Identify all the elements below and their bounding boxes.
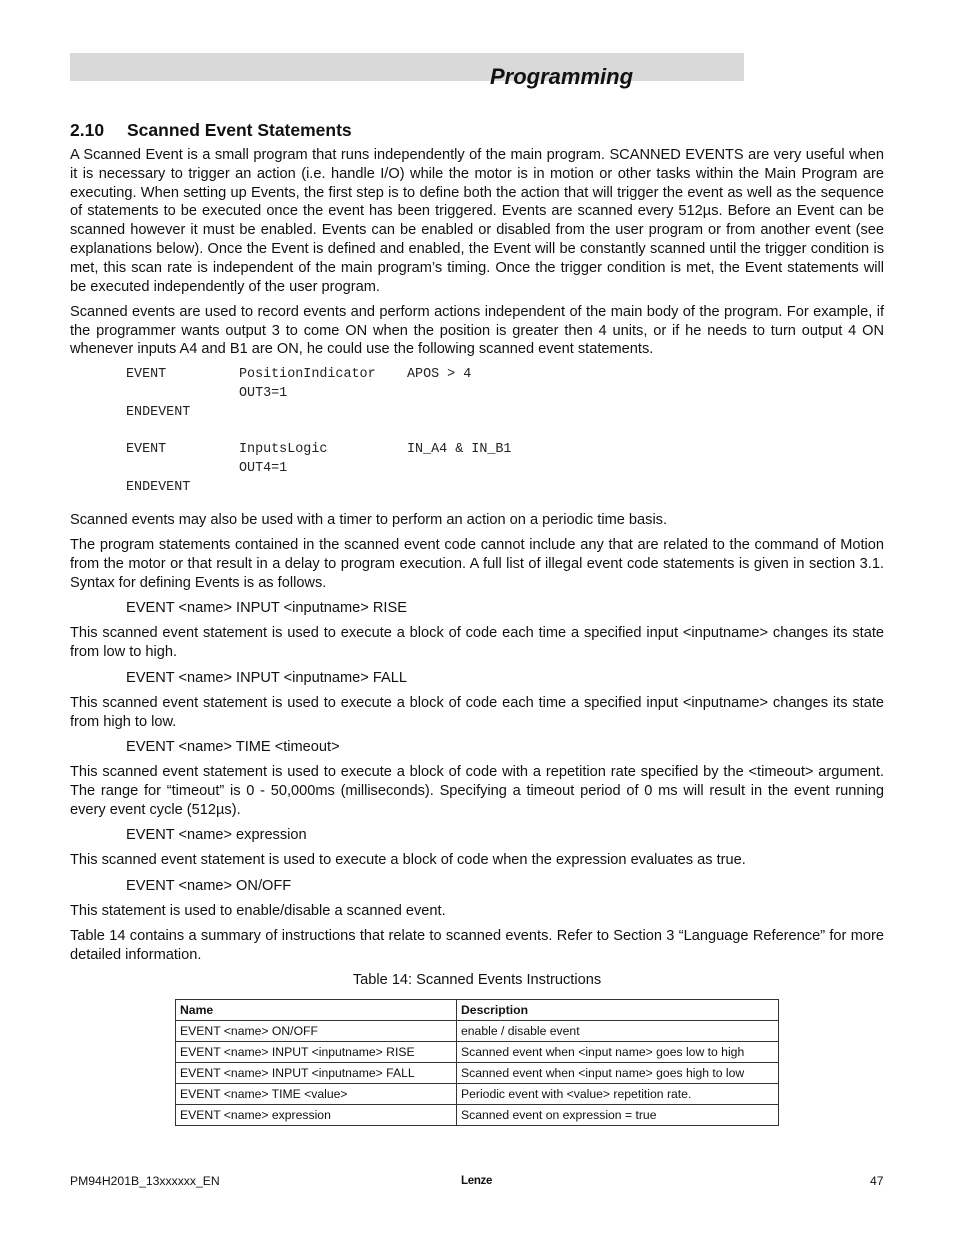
code-line [126, 366, 884, 385]
page-header-title: Programming [490, 64, 634, 89]
table-cell-description: enable / disable event [457, 1021, 779, 1042]
table-row [176, 1042, 779, 1063]
table-row [176, 1105, 779, 1126]
table-header-row [176, 1000, 779, 1021]
code-event-name: InputsLogic [239, 442, 328, 458]
code-condition: IN_A4 & IN_B1 [407, 442, 512, 458]
paragraph: The program statements contained in the scanned event code cannot include any that are related to the command of Motion from the motor or that result in a delay to program execution. A full list of illegal event code statements is given in section 3.1. Syntax for defining Events is as follows. [70, 537, 884, 591]
column-header-name: Name [176, 1000, 457, 1021]
code-example [126, 366, 884, 498]
table-cell-name: EVENT <name> INPUT <inputname> FALL [176, 1063, 457, 1084]
syntax-line: EVENT <name> expression [126, 827, 307, 844]
paragraph: This statement is used to enable/disable a scanned event. [70, 903, 446, 920]
table-cell-description: Scanned event on expression = true [457, 1105, 779, 1126]
code-condition: APOS > 4 [407, 366, 472, 382]
code-statement: OUT4=1 [239, 461, 288, 477]
code-keyword: ENDEVENT [126, 480, 191, 496]
paragraph: This scanned event statement is used to execute a block of code each time a specified input <inputname> changes its state from low to high. [70, 625, 884, 661]
table-cell-description: Periodic event with <value> repetition rate. [457, 1084, 779, 1105]
section-heading [70, 120, 352, 141]
code-line [126, 479, 884, 498]
footer-page-number: 47 [870, 1174, 884, 1188]
code-keyword: EVENT [126, 366, 167, 382]
instructions-table [175, 999, 779, 1126]
paragraph: This scanned event statement is used to execute a block of code when the expression evaluates as true. [70, 852, 746, 869]
column-header-description: Description [457, 1000, 779, 1021]
table-caption: Table 14: Scanned Events Instructions [352, 972, 602, 989]
syntax-line: EVENT <name> TIME <timeout> [126, 738, 340, 755]
footer-brand-logo: Lenze [461, 1175, 493, 1187]
paragraph: A Scanned Event is a small program that runs independently of the main program. SCANNED EVENTS are very useful when it is necessary to trigger an action (i.e. handle I/O) while the motor is in motion or other tasks within the Main Program are executing. When setting up Events, the first step is to define both the action that will trigger the event as well as the sequence of statements to be executed once the event has been triggered. Events are scanned every 512µs. Before an Event can be scanned however it must be enabled. Events can be enabled or disabled from the user program or from another event (see explanations below). Once the Event is defined and enabled, the Event will be constantly scanned until the trigger condition is met, this scan rate is independent of the main program’s timing. Once the trigger condition is met, the Event statements will be executed independently of the user program. [70, 147, 884, 295]
code-statement: OUT3=1 [239, 385, 288, 401]
table-cell-name: EVENT <name> expression [176, 1105, 457, 1126]
paragraph: Table 14 contains a summary of instructions that relate to scanned events. Refer to Section 3 “Language Reference” for more detailed information. [70, 928, 884, 964]
table-cell-description: Scanned event when <input name> goes high to low [457, 1063, 779, 1084]
code-line [126, 460, 884, 479]
code-line [126, 404, 884, 423]
paragraph: Scanned events are used to record events and perform actions independent of the main body of the program. For example, if the programmer wants output 3 to come ON when the position is greater then 4 units, or if he needs to turn output 4 ON whenever inputs A4 and B1 are ON, he could use the following scanned event statements. [70, 303, 884, 358]
syntax-line: EVENT <name> ON/OFF [126, 877, 292, 894]
table-cell-name: EVENT <name> ON/OFF [176, 1021, 457, 1042]
syntax-line: EVENT <name> INPUT <inputname> FALL [126, 669, 407, 686]
syntax-line: EVENT <name> INPUT <inputname> RISE [126, 600, 407, 617]
table-row [176, 1063, 779, 1084]
table-row [176, 1021, 779, 1042]
section-title: Scanned Event Statements [127, 120, 352, 140]
body-content [70, 146, 884, 1126]
code-event-name: PositionIndicator [239, 366, 376, 382]
code-keyword: ENDEVENT [126, 404, 191, 420]
code-keyword: EVENT [126, 442, 167, 458]
paragraph: This scanned event statement is used to execute a block of code each time a specified input <inputname> changes its state from high to low. [70, 694, 884, 730]
section-number: 2.10 [70, 120, 105, 140]
paragraph: This scanned event statement is used to execute a block of code with a repetition rate specified by the <timeout> argument. The range for “timeout” is 0 - 50,000ms (milliseconds). Specifying a timeout period of 0 ms will result in the event running every event cycle (512µs). [70, 764, 884, 818]
code-line [126, 385, 884, 404]
footer-doc-id: PM94H201B_13xxxxxx_EN [70, 1174, 220, 1188]
header-bar [70, 53, 744, 81]
table-cell-name: EVENT <name> TIME <value> [176, 1084, 457, 1105]
table-row [176, 1084, 779, 1105]
paragraph: Scanned events may also be used with a timer to perform an action on a periodic time basis. [70, 512, 668, 528]
table-cell-name: EVENT <name> INPUT <inputname> RISE [176, 1042, 457, 1063]
code-line [126, 441, 884, 460]
table-cell-description: Scanned event when <input name> goes low to high [457, 1042, 779, 1063]
